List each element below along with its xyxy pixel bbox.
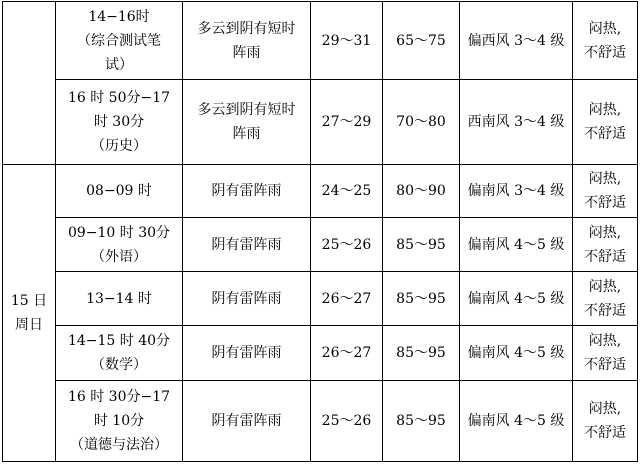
comfort-cell: 闷热, 不舒适 — [573, 272, 638, 326]
comfort-cell: 闷热, 不舒适 — [573, 381, 638, 462]
table-row — [3, 2, 638, 80]
comfort-cell: 闷热, 不舒适 — [573, 326, 638, 381]
time-cell: 14−15 时 40分 （数学） — [56, 326, 183, 381]
humidity-cell: 85～95 — [383, 218, 460, 272]
time-cell: 08−09 时 — [56, 165, 183, 218]
time-cell: 16 时 30分−17 时 10分 （道德与法治） — [56, 381, 183, 462]
table-row — [3, 165, 638, 218]
humidity-cell: 65～75 — [383, 2, 460, 80]
comfort-cell: 闷热, 不舒适 — [573, 80, 638, 165]
wind-cell: 西南风 3～4 级 — [460, 80, 573, 165]
wind-cell: 偏南风 4～5 级 — [460, 272, 573, 326]
temperature-cell: 26～27 — [311, 326, 383, 381]
table-row — [3, 272, 638, 326]
weather-cell: 阴有雷阵雨 — [183, 165, 311, 218]
weather-cell: 阴有雷阵雨 — [183, 218, 311, 272]
weather-cell: 多云到阴有短时 阵雨 — [183, 2, 311, 80]
humidity-cell: 85～95 — [383, 272, 460, 326]
wind-cell: 偏南风 3～4 级 — [460, 165, 573, 218]
time-cell: 09−10 时 30分 （外语） — [56, 218, 183, 272]
table-row — [3, 381, 638, 462]
time-cell: 14−16时 （综合测试笔 试） — [56, 2, 183, 80]
comfort-cell: 闷热, 不舒适 — [573, 165, 638, 218]
table-row — [3, 326, 638, 381]
wind-cell: 偏南风 4～5 级 — [460, 326, 573, 381]
day-cell — [3, 2, 56, 165]
weather-cell: 多云到阴有短时 阵雨 — [183, 80, 311, 165]
weather-cell: 阴有雷阵雨 — [183, 272, 311, 326]
humidity-cell: 85～95 — [383, 381, 460, 462]
temperature-cell: 27～29 — [311, 80, 383, 165]
weather-cell: 阴有雷阵雨 — [183, 326, 311, 381]
temperature-cell: 25～26 — [311, 381, 383, 462]
wind-cell: 偏南风 4～5 级 — [460, 381, 573, 462]
table-row — [3, 80, 638, 165]
comfort-cell: 闷热, 不舒适 — [573, 2, 638, 80]
temperature-cell: 26～27 — [311, 272, 383, 326]
humidity-cell: 70～80 — [383, 80, 460, 165]
day-cell: 15 日 周日 — [3, 165, 56, 462]
temperature-cell: 29～31 — [311, 2, 383, 80]
comfort-cell: 闷热, 不舒适 — [573, 218, 638, 272]
table-row — [3, 218, 638, 272]
temperature-cell: 25～26 — [311, 218, 383, 272]
humidity-cell: 80～90 — [383, 165, 460, 218]
weather-schedule-table — [2, 1, 638, 462]
time-cell: 13−14 时 — [56, 272, 183, 326]
time-cell: 16 时 50分−17 时 30分 （历史） — [56, 80, 183, 165]
wind-cell: 偏西风 3～4 级 — [460, 2, 573, 80]
wind-cell: 偏南风 4～5 级 — [460, 218, 573, 272]
temperature-cell: 24～25 — [311, 165, 383, 218]
weather-cell: 阴有雷阵雨 — [183, 381, 311, 462]
humidity-cell: 85～95 — [383, 326, 460, 381]
